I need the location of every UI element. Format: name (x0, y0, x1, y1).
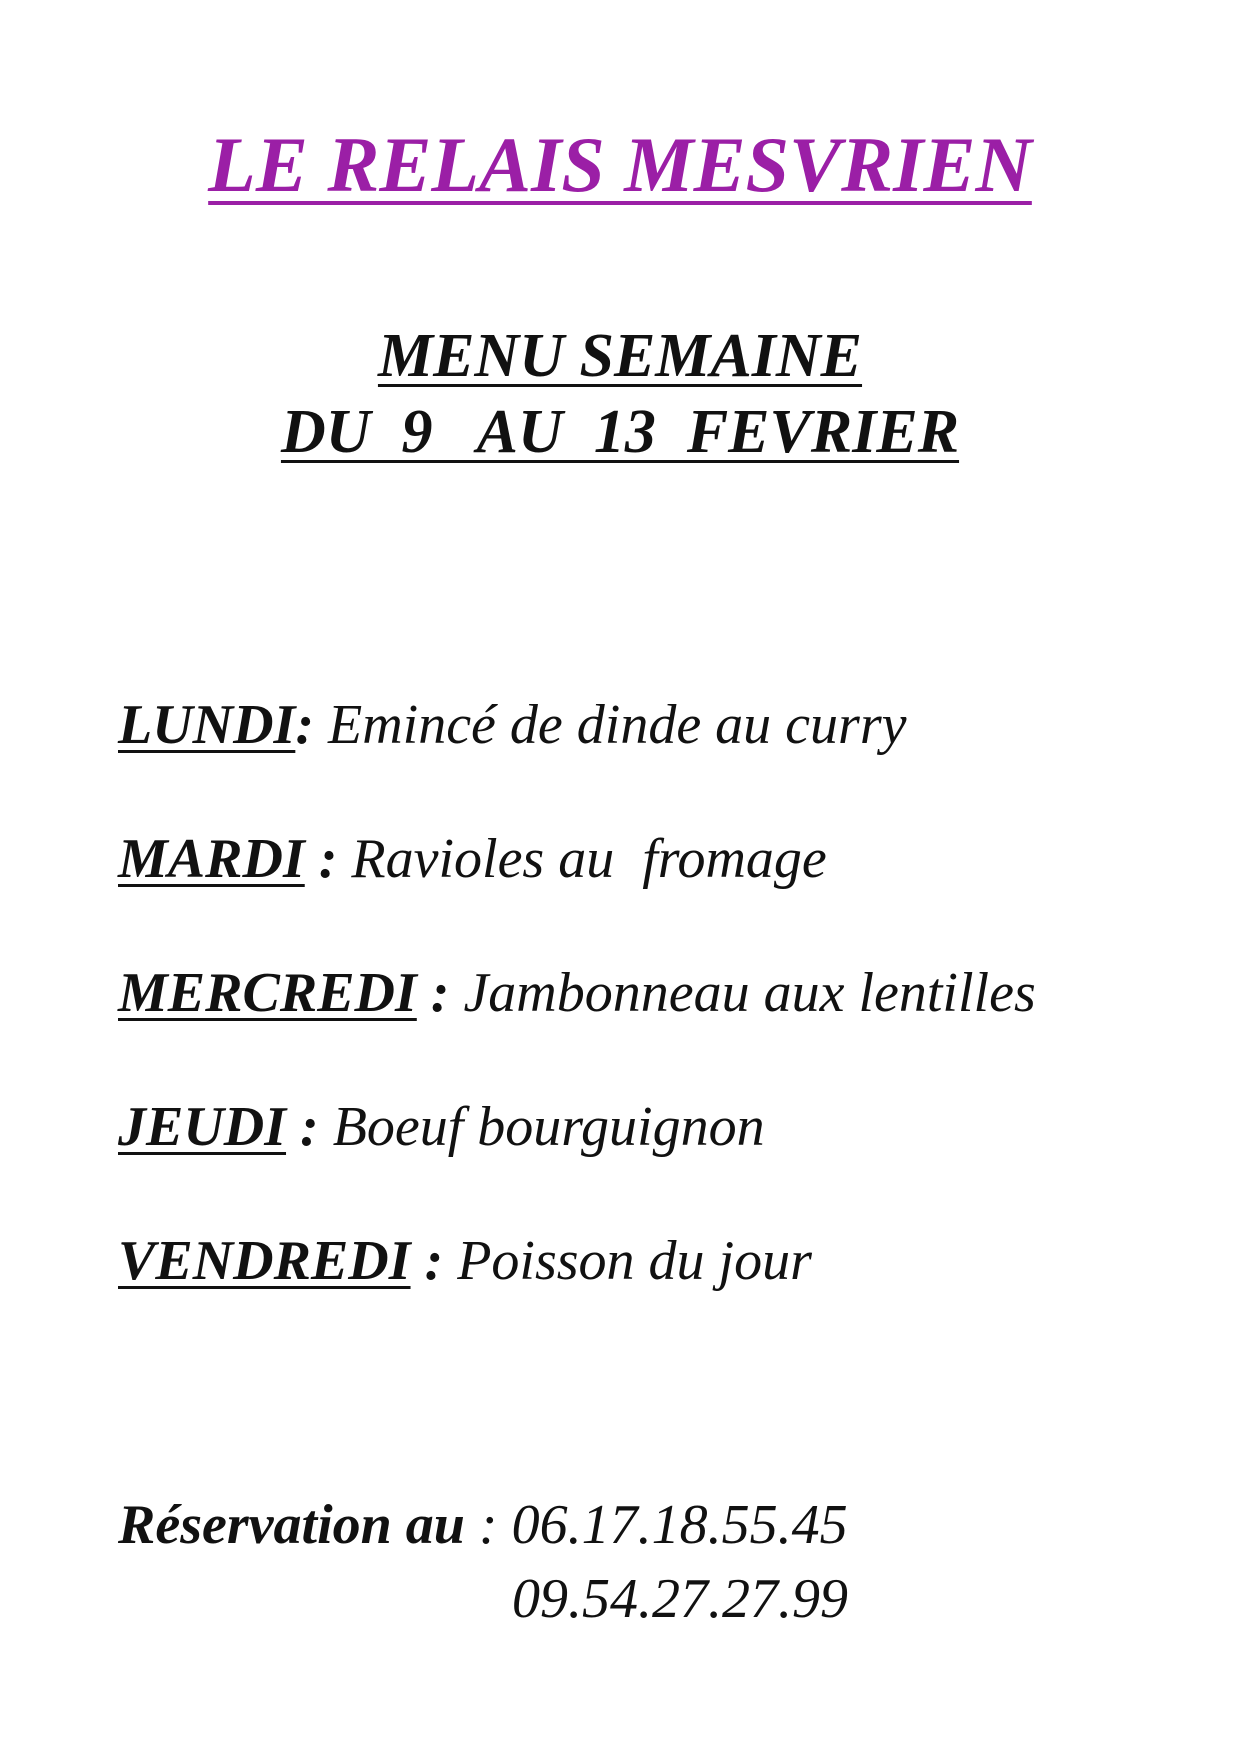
menu-heading-dates: DU 9 AU 13 FEVRIER (280, 398, 960, 466)
day-separator: : (410, 1230, 458, 1292)
reservation-line-1 (118, 1490, 1198, 1560)
menu-day-jeudi (118, 1092, 1198, 1226)
day-name: MERCREDI (118, 962, 417, 1024)
menu-day-vendredi (118, 1226, 1198, 1360)
weekly-menu-list (118, 690, 1198, 1360)
day-separator: : (304, 828, 352, 890)
dish-name: Jambonneau aux lentilles (463, 962, 1036, 1024)
day-name: MARDI (118, 828, 305, 890)
dish-name: Boeuf bourguignon (332, 1096, 765, 1158)
phone-number-secondary: 09.54.27.27.99 (512, 1568, 848, 1630)
menu-heading (0, 318, 1240, 470)
menu-day-lundi (118, 690, 1198, 824)
day-name: LUNDI (118, 694, 296, 756)
menu-heading-line-1: MENU SEMAINE (377, 322, 863, 390)
menu-day-mercredi (118, 958, 1198, 1092)
menu-day-mardi (118, 824, 1198, 958)
reservation-line-2 (118, 1564, 1198, 1634)
day-name: VENDREDI (118, 1230, 411, 1292)
reservation-label: Réservation au (118, 1494, 465, 1556)
day-separator: : (295, 694, 328, 756)
dish-name: Ravioles au fromage (351, 828, 827, 890)
day-separator: : (416, 962, 464, 1024)
reservation-block (118, 1490, 1198, 1634)
dish-name: Poisson du jour (457, 1230, 812, 1292)
reservation-separator: : (464, 1494, 512, 1556)
restaurant-title: LE RELAIS MESVRIEN (208, 121, 1032, 208)
phone-number-primary: 06.17.18.55.45 (511, 1494, 848, 1556)
day-separator: : (286, 1096, 333, 1158)
dish-name: Emincé de dinde au curry (327, 694, 907, 756)
day-name: JEUDI (118, 1096, 287, 1158)
